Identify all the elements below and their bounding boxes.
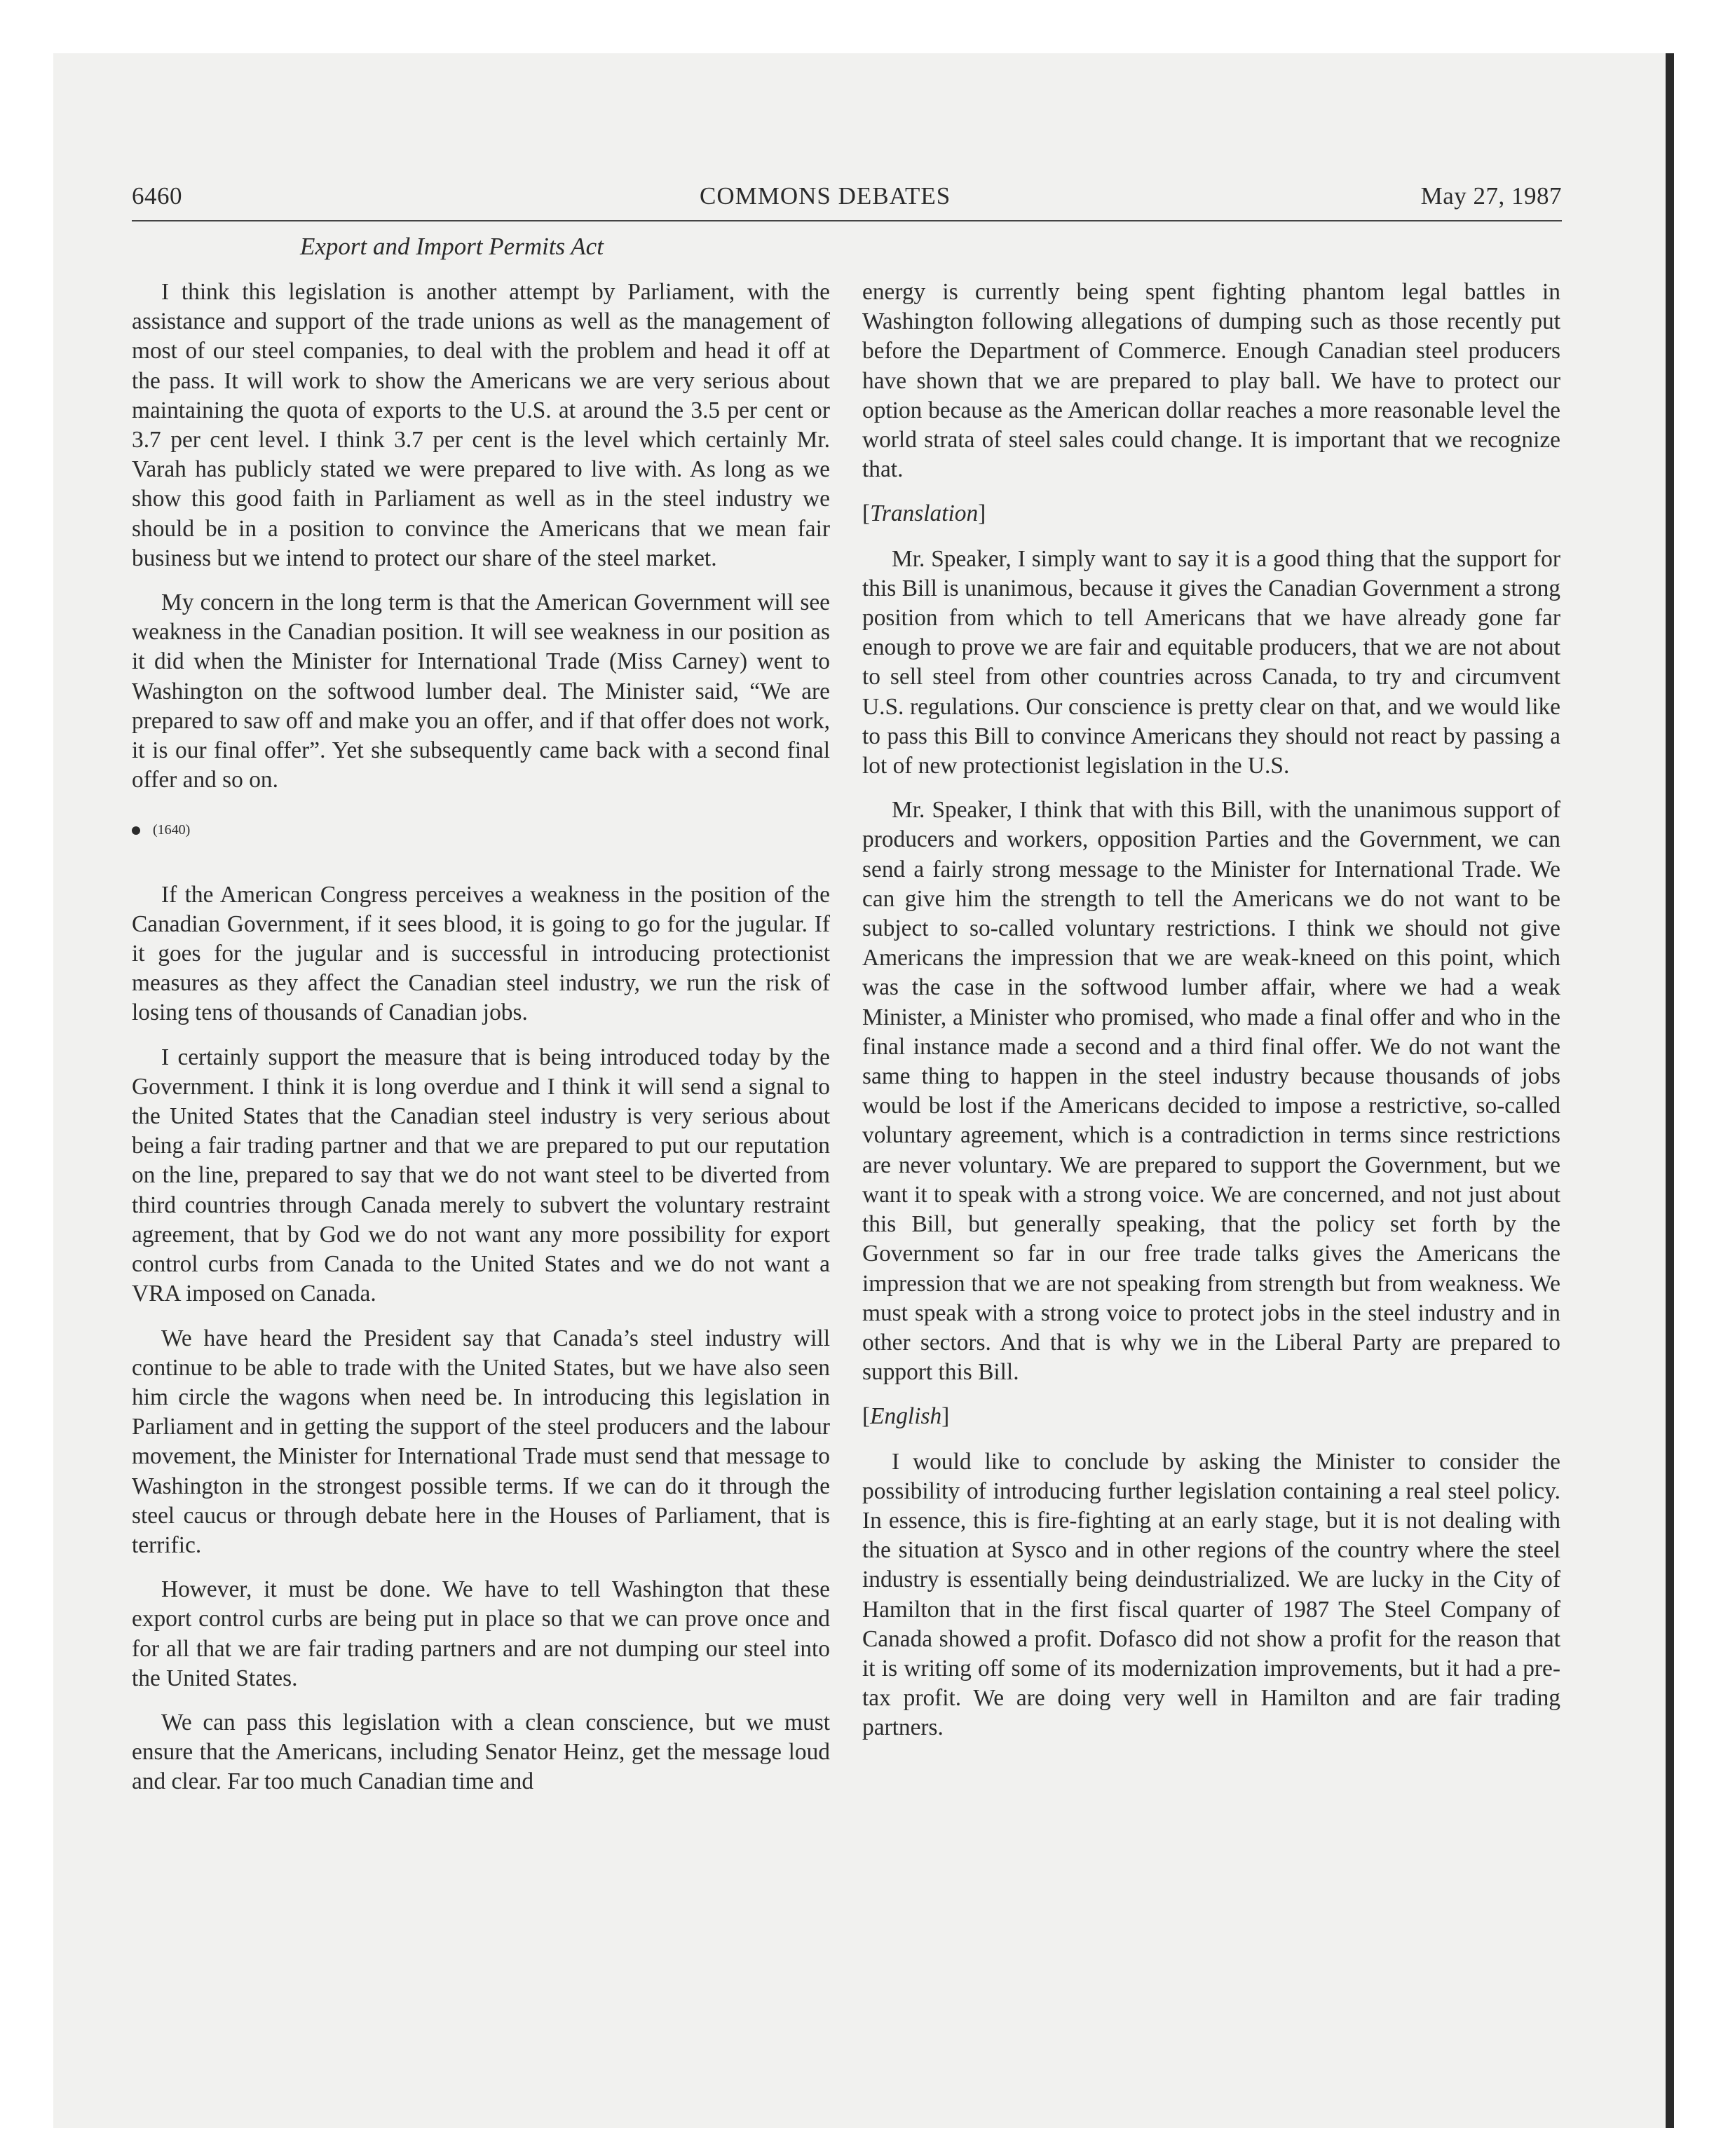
left-column [132, 278, 830, 1812]
time-marker [132, 810, 830, 845]
language-tag-text: Translation [870, 500, 979, 527]
publication-title: COMMONS DEBATES [700, 182, 951, 210]
page-number: 6460 [132, 182, 182, 210]
bullet-icon [132, 826, 140, 835]
paragraph: Mr. Speaker, I simply want to say it is a good thing that the support for this Bill is unanimous, because it gives the Canadian Government a strong position from which to tell Americans that we have already gone far enough to prove we are fair and equitable producers, that we are not about to sell steel from other countries across Canada, to try and circumvent U.S. regulations. Our conscience is pretty clear on that, and we would like to pass this Bill to convince Americans they should not react by passing a lot of new protectionist legislation in the U.S. [862, 545, 1560, 779]
paragraph: I certainly support the measure that is being introduced today by the Government. I think it is long overdue and I think it will send a signal to the United States that the Canadian steel industry is very serious about being a fair trading partner and that we are prepared to put our reputation on the line, prepared to say that we do not want steel to be diverted from third countries through Canada merely to subvert the voluntary restraint agreement, that by God we do not want any more possibility for export control curbs from Canada to the United States and we do not want a VRA imposed on Canada. [132, 1044, 830, 1307]
paragraph: We can pass this legislation with a clean conscience, but we must ensure that the Americans, including Senator Heinz, get the message loud and clear. Far too much Canadian time and [132, 1709, 830, 1795]
language-tag-translation: [Translation] [862, 500, 986, 527]
page-header [132, 177, 1562, 221]
paragraph: I would like to conclude by asking the Minister to consider the possibility of introducing further legislation containing a real steel policy. In essence, this is fire-fighting at an early stage, but it is not dealing with the situation at Sysco and in other regions of the country where the steel industry is essentially being deindustrialized. We are lucky in the City of Hamilton that in the first fiscal quarter of 1987 The Steel Company of Canada showed a profit. Dofasco did not show a profit for the reason that it is writing off some of its modernization improvements, but it had a pre-tax profit. We are doing very well in Hamilton and are fair trading partners. [862, 1448, 1560, 1741]
paragraph: I think this legislation is another attempt by Parliament, with the assistance and support of the trade unions as well as the management of most of our steel companies, to deal with the problem and head it off at the pass. It will work to show the Americans we are very serious about maintaining the quota of exports to the U.S. at around the 3.5 per cent or 3.7 per cent level. I think 3.7 per cent is the level which certainly Mr. Varah has publicly stated we were prepared to live with. As long as we show this good faith in Parliament as well as in the steel industry we should be in a position to convince the Americans that we mean fair business but we intend to protect our share of the steel market. [132, 279, 830, 571]
paragraph: Mr. Speaker, I think that with this Bill, with the unanimous support of producers and workers, opposition Parties and the Government, we can send a fairly strong message to the Minister for International Trade. We can give him the strength to tell the Americans we do not want to be subject to so-called voluntary restrictions. I think we should not give Americans the impression that we are weak-kneed on this point, which was the case in the softwood lumber affair, where we had a weak Minister, a Minister who promised, who made a final offer and who in the final instance made a second and a third final offer. We do not want the same thing to happen in the steel industry because thousands of jobs would be lost if the Americans decided to impose a restrictive, so-called voluntary agreement, which is a contradiction in terms since restrictions are never voluntary. We are prepared to support the Government, but we want it to speak with a strong voice. We are concerned, and not just about this Bill, but generally speaking, that the policy set forth by the Government so far in our free trade talks gives the Americans the impression that we are not speaking from strength but from weakness. We must speak with a strong voice to protect jobs in the steel industry and in other sectors. And that is why we in the Liberal Party are prepared to support this Bill. [862, 797, 1560, 1386]
publication-date: May 27, 1987 [1420, 182, 1562, 210]
paragraph: My concern in the long term is that the American Government will see weakness in the Canadian position. It will see weakness in our position as it did when the Minister for International Trade (Miss Carney) went to Washington on the softwood lumber deal. The Minister said, “We are prepared to saw off and make you an offer, and if that offer does not work, it is our final offer”. Yet she subsequently came back with a second final offer and so on. [132, 589, 830, 793]
right-column [862, 278, 1560, 1758]
language-tag-text: English [870, 1403, 942, 1430]
language-tag-english: [English] [862, 1403, 950, 1430]
paragraph: If the American Congress perceives a weakness in the position of the Canadian Government, if it sees blood, it is going to go for the jugular. If it goes for the jugular and is successful in introducing protectionist measures as they affect the Canadian steel industry, we run the risk of losing tens of thousands of Canadian jobs. [132, 881, 830, 1026]
paragraph-continued: energy is currently being spent fighting phantom legal battles in Washington following allegations of dumping such as those recently put before the Department of Commerce. Enough Canadian steel producers have shown that we are prepared to play ball. We have to protect our option because as the American dollar reaches a more reasonable level the world strata of steel sales could change. It is important that we recognize that. [862, 279, 1560, 483]
paragraph: We have heard the President say that Canada’s steel industry will continue to be able to trade with the United States, but we have also seen him circle the wagons when need be. In introducing this legislation in Parliament and in getting the support of the steel producers and the labour movement, the Minister for International Trade must send that message to Washington in the strongest possible terms. If we can do it through the steel caucus or through debate here in the Houses of Parliament, that is terrific. [132, 1325, 830, 1558]
time-marker-text: (1640) [153, 822, 191, 838]
scan-edge-shadow [1666, 53, 1674, 2128]
paragraph: However, it must be done. We have to tell Washington that these export control curbs are being put in place so that we can prove once and for all that we are fair trading partners and are not dumping our steel into the United States. [132, 1576, 830, 1691]
act-title: Export and Import Permits Act [300, 233, 604, 260]
